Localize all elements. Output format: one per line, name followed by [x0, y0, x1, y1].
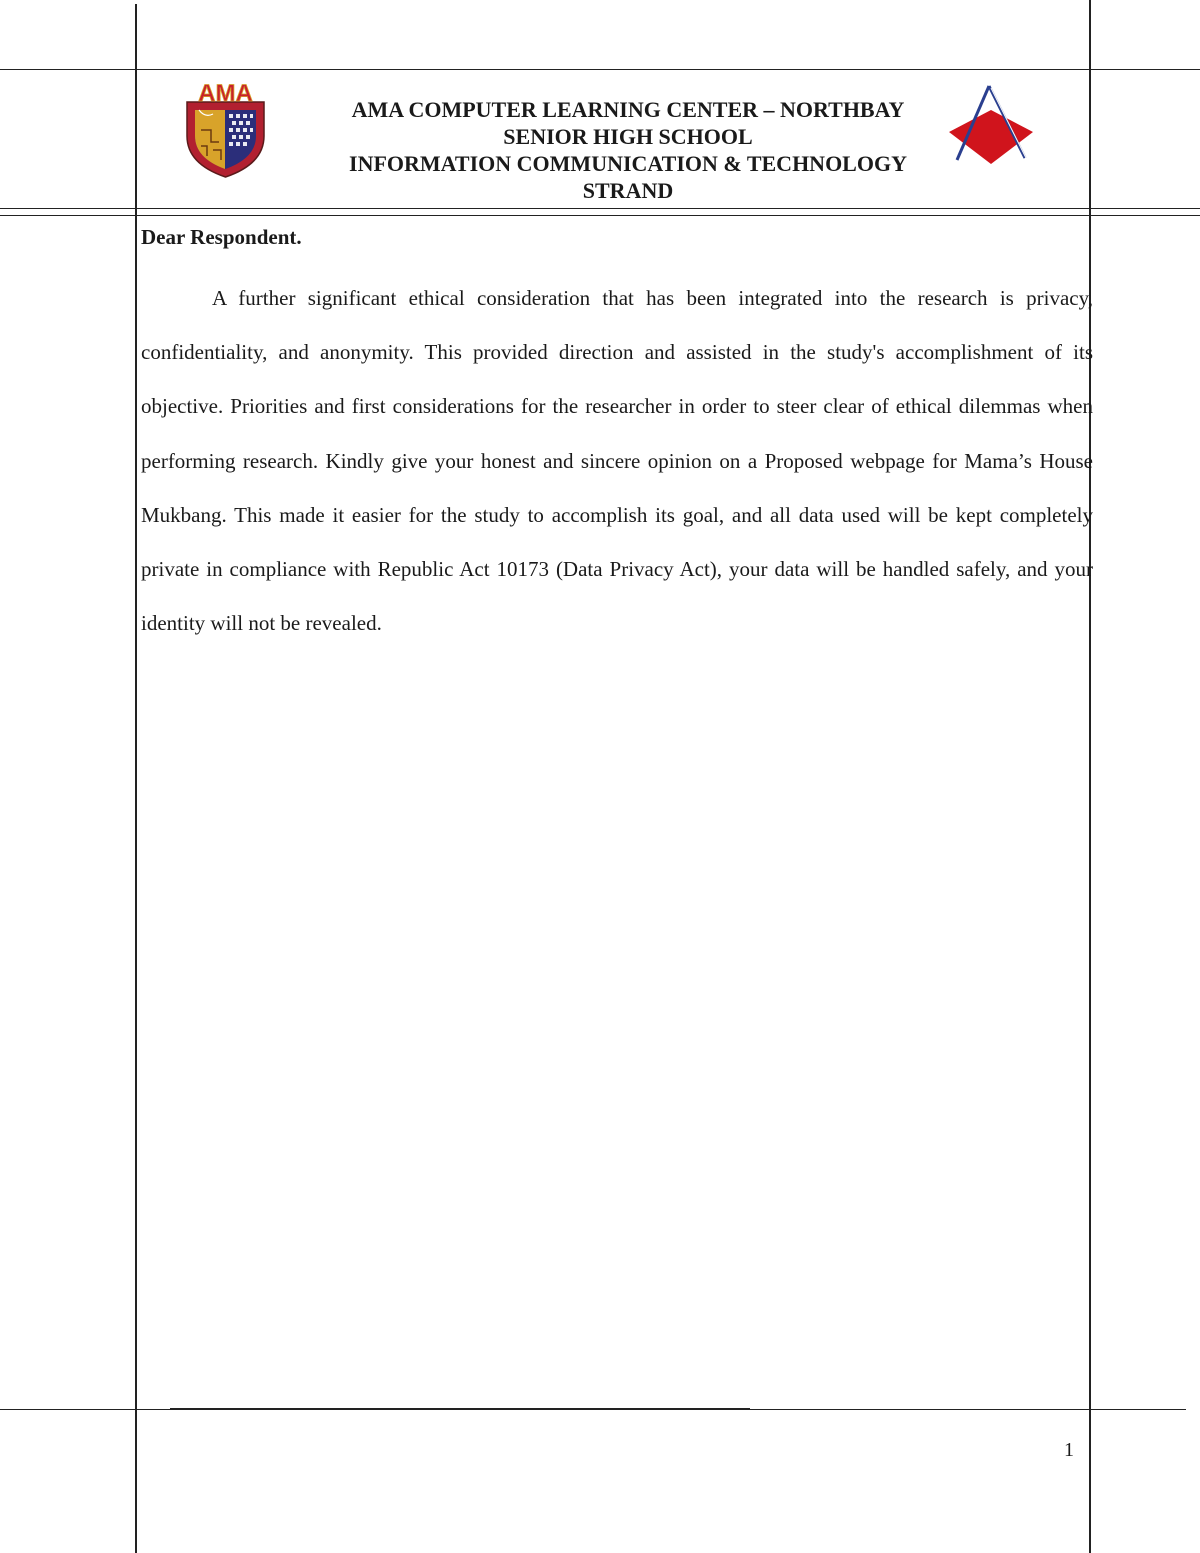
left-vertical-rule [135, 4, 137, 1553]
letter-body-paragraph: A further significant ethical consideration that has been integrated into the research is privacy, confidentiality, and anonymity. This provided direction and assisted in the study's accomplishment of its objective. Priorities and first considerations for the researcher in order to steer clear of ethical dilemmas when performing research. Kindly give your honest and sincere opinion on a Proposed webpage for Mama’s House Mukbang. This made it easier for the study to accomplish its goal, and all data used will be kept completely private in compliance with Republic Act 10173 (Data Privacy Act), your data will be handled safely, and your identity will not be revealed. [141, 286, 1093, 636]
ama-shield-logo-icon [183, 80, 268, 178]
header-line-school-name: AMA COMPUTER LEARNING CENTER – NORTHBAY [351, 97, 905, 122]
header-line-strand: STRAND [582, 178, 674, 203]
right-vertical-rule [1089, 0, 1091, 1553]
header-bottom-rule-1 [0, 208, 1200, 209]
header-top-rule [0, 69, 1200, 70]
footnote-separator [170, 1408, 750, 1410]
institution-header [300, 96, 956, 204]
page-number: 1 [1064, 1439, 1074, 1461]
header-line-strand-name: INFORMATION COMMUNICATION & TECHNOLOGY [349, 151, 907, 176]
svg-text:AMA: AMA [198, 80, 253, 107]
header-line-level: SENIOR HIGH SCHOOL [503, 124, 753, 149]
header-bottom-rule-2 [0, 215, 1200, 216]
salutation: Dear Respondent. [141, 225, 302, 249]
red-diamond-logo-icon [945, 84, 1037, 166]
